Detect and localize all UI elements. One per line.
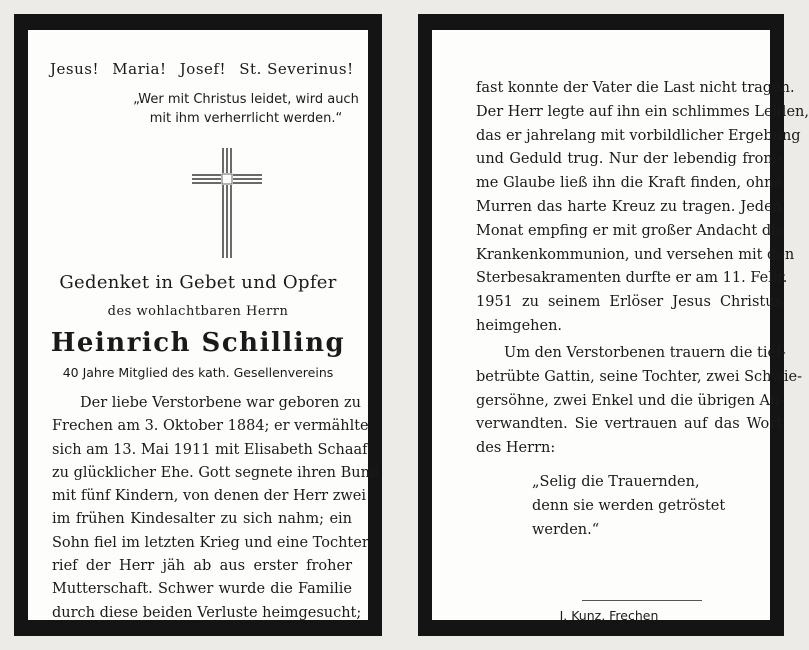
printer-credit: J. Kunz, Frechen <box>559 608 659 623</box>
heading-herrn: des wohlachtbaren Herrn <box>107 304 289 319</box>
text-line: Der Herr legte auf ihn ein schlimmes Leiden, <box>476 103 809 120</box>
mourners-text <box>476 342 803 461</box>
text-line: fast konnte der Vater die Last nicht tragen. <box>476 80 795 96</box>
text-line: Der liebe Verstorbene war geboren zu <box>80 395 361 411</box>
membership-subtitle: 40 Jahre Mitglied des kath. Gesellenvereins <box>62 365 334 380</box>
card-left-paper <box>28 30 380 621</box>
text-line: betrübte Gattin, seine Tochter, zwei Schwie- <box>476 368 803 385</box>
biography-continued <box>476 77 809 339</box>
printer-rule <box>582 600 702 601</box>
text-line: im frühen Kindesalter zu sich nahm; ein <box>52 511 352 528</box>
text-line: rief der Herr jäh ab aus erster froher <box>52 558 352 575</box>
text-line: heimgehen. <box>476 317 563 334</box>
invocation-severinus: St. Severinus! <box>239 60 354 78</box>
bible-quote <box>116 90 376 128</box>
text-line: zu glücklicher Ehe. Gott segnete ihren Bund <box>52 464 380 481</box>
text-line: Um den Verstorbenen trauern die tief- <box>504 345 786 361</box>
text-line: Sterbesakramenten durfte er am 11. Febr. <box>476 270 788 287</box>
text-line: 1951 zu seinem Erlöser Jesus Christus <box>476 294 782 311</box>
closing-line: denn sie werden getröstet werden.“ <box>532 498 726 538</box>
text-line: durch diese beiden Verluste heimgesucht; <box>52 604 362 621</box>
quote-line: mit ihm verherrlicht werden.“ <box>149 111 343 126</box>
text-line: gersöhne, zwei Enkel und die übrigen An- <box>476 392 785 409</box>
deceased-name: Heinrich Schilling <box>50 328 346 358</box>
text-line: das er jahrelang mit vorbildlicher Ergebung <box>476 127 801 144</box>
text-line: me Glaube ließ ihn die Kraft finden, ohne <box>476 175 782 192</box>
memorial-card-right <box>418 14 809 636</box>
quote-line: „Wer mit Christus leidet, wird auch <box>133 92 359 107</box>
heading-gedenket: Gedenket in Gebet und Opfer <box>59 272 337 293</box>
closing-quote <box>532 470 792 542</box>
invocation-josef: Josef! <box>179 60 226 78</box>
text-line: Monat empfing er mit großer Andacht die <box>476 222 785 239</box>
memorial-card-left <box>14 14 382 636</box>
text-line: Krankenkommunion, und versehen mit den <box>476 246 795 263</box>
closing-line: „Selig die Trauernden, <box>532 474 700 490</box>
invocation-maria: Maria! <box>112 60 167 78</box>
text-line: des Herrn: <box>476 440 556 457</box>
biography-text <box>52 392 380 625</box>
cross-icon <box>182 148 272 258</box>
text-line: verwandten. Sie vertrauen auf das Wort <box>476 416 782 433</box>
invocation-jesus: Jesus! <box>50 60 99 78</box>
text-line: Sohn fiel im letzten Krieg und eine Tochter <box>52 534 369 551</box>
text-line: Murren das harte Kreuz zu tragen. Jeden <box>476 198 782 215</box>
text-line: und Geduld trug. Nur der lebendig from- <box>476 151 782 168</box>
card-right-paper <box>432 30 809 623</box>
text-line: Mutterschaft. Schwer wurde die Familie <box>52 581 352 598</box>
invocation <box>50 60 370 78</box>
text-line: Frechen am 3. Oktober 1884; er vermählte <box>52 418 369 435</box>
text-line: sich am 13. Mai 1911 mit Elisabeth Schaaf <box>52 441 368 458</box>
text-line: mit fünf Kindern, von denen der Herr zwei <box>52 488 366 505</box>
